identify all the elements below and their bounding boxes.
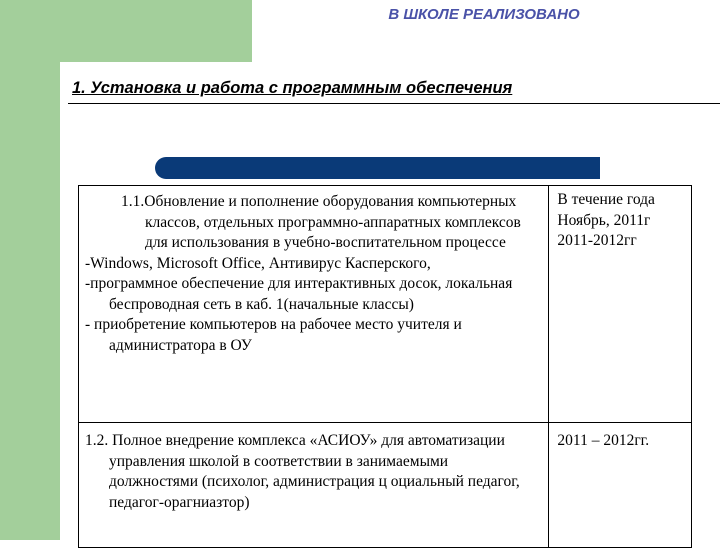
table-row	[79, 423, 692, 548]
activity-item: 1.2. Полное внедрение комплекса «АСИОУ» для автоматизации управления школой в соответствии в занимаемыми должностями (психолог, администрация ц оциальный педагог, педагог-орагниазтор)	[85, 432, 520, 511]
timing-line: 2011-2012гг	[557, 232, 637, 249]
timing-line: 2011 – 2012гг.	[557, 432, 650, 449]
table-row	[79, 186, 692, 423]
activity-detail: -Windows, Microsoft Office, Антивирус Касперского,	[85, 254, 431, 272]
table-cell-timing	[549, 186, 692, 423]
section-title: 1. Установка и работа с программным обеспечения	[72, 79, 513, 97]
activity-detail: -программное обеспечение для интерактивных досок, локальная беспроводная сеть в каб. 1(начальные классы)	[85, 275, 513, 313]
activity-detail: - приобретение компьютеров на рабочее место учителя и администратора в ОУ	[85, 316, 462, 354]
slide-header-title: В ШКОЛЕ РЕАЛИЗОВАНО	[388, 6, 580, 23]
decorative-green-block	[0, 0, 252, 62]
table-cell-timing	[549, 423, 692, 548]
activity-item: 1.1.Обновление и пополнение оборудования компьютерных классов, отдельных программно-аппаратных комплексов для использования в учебно-воспитательном процессе	[121, 193, 521, 251]
title-divider	[68, 103, 720, 104]
decorative-green-sidebar	[0, 62, 60, 540]
timing-line: В течение года	[557, 191, 655, 208]
decorative-blue-bar	[155, 157, 600, 179]
table-cell-activity	[79, 423, 549, 548]
table-cell-activity	[79, 186, 549, 423]
plan-table	[78, 185, 692, 548]
timing-line: Ноябрь, 2011г	[557, 211, 651, 229]
